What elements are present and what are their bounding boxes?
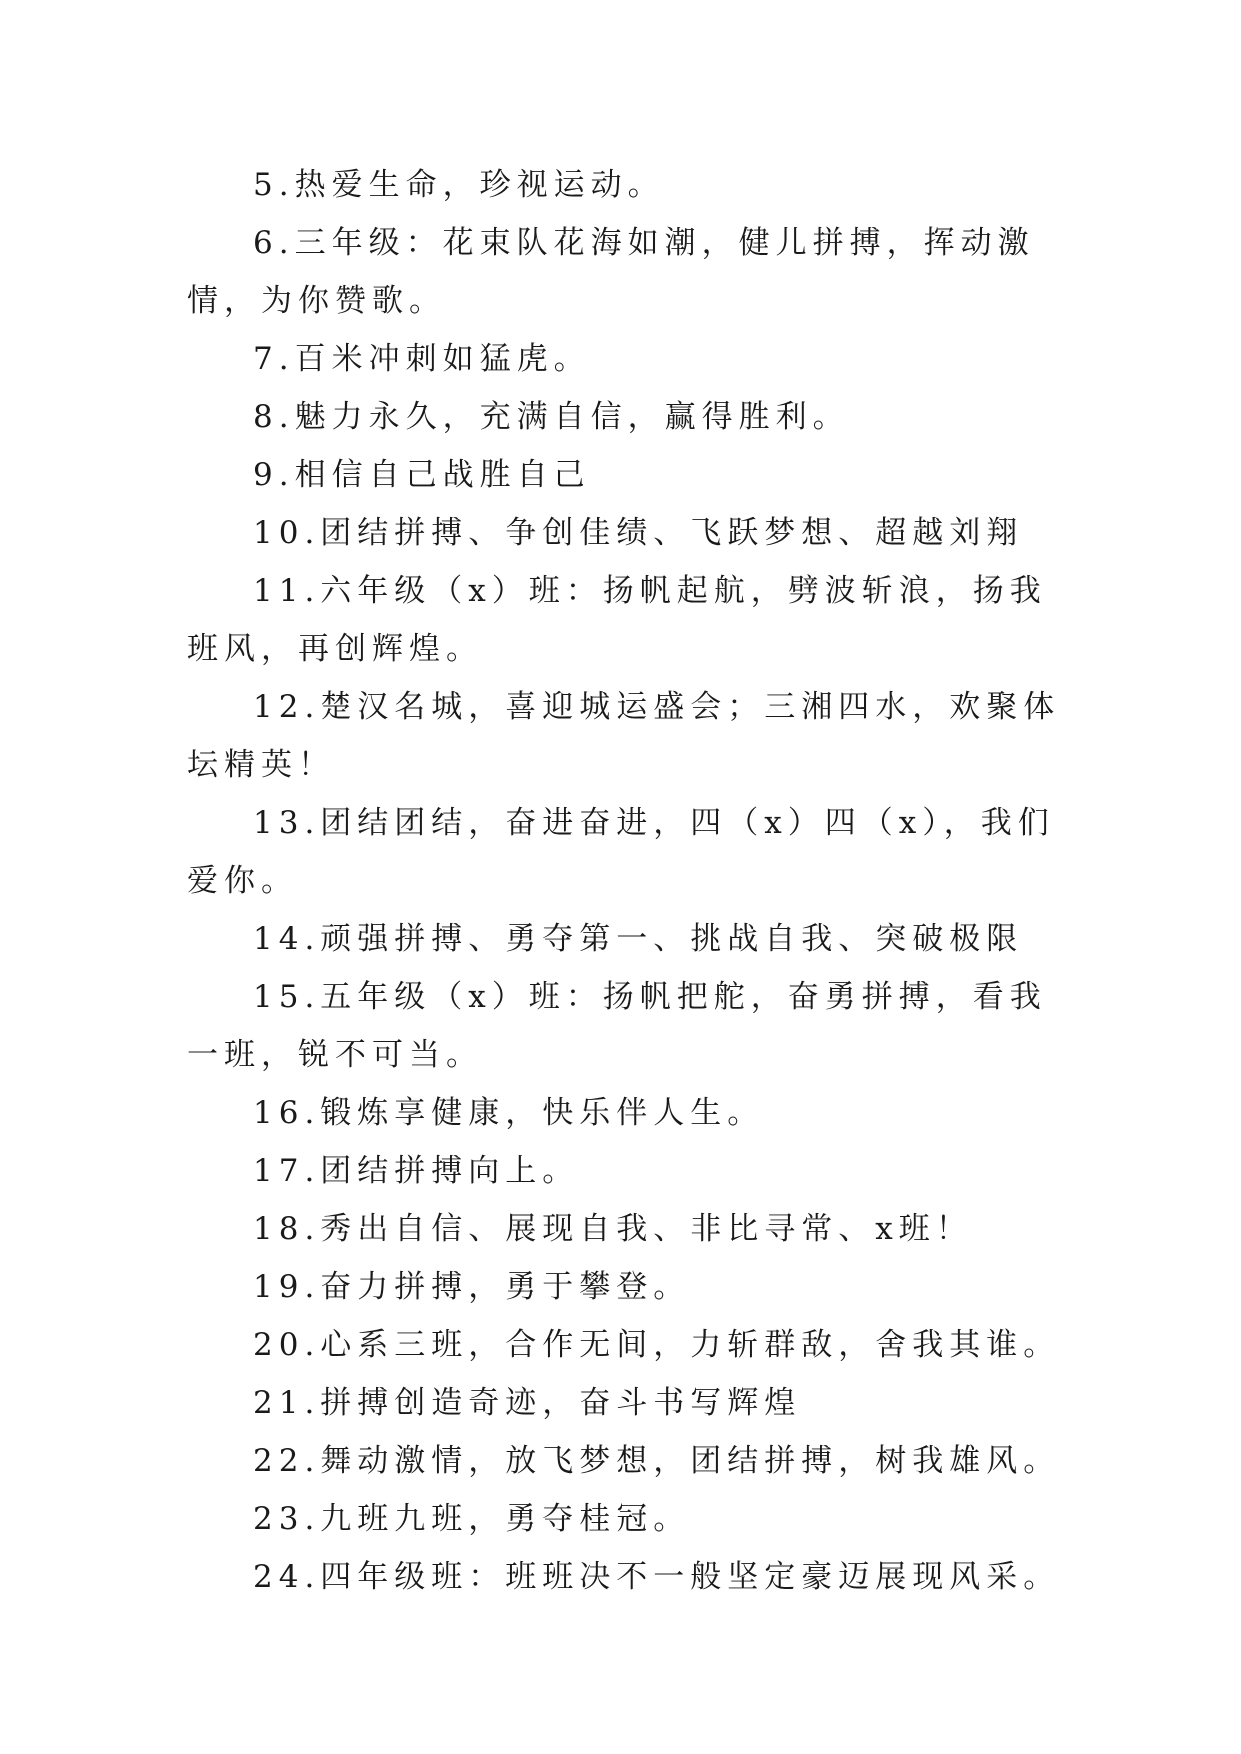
list-item: 11.六年级（x）班：扬帆起航，劈波斩浪，扬我班风，再创辉煌。 <box>187 573 1047 667</box>
list-item: 13.团结团结，奋进奋进，四（x）四（x），我们爱你。 <box>187 805 1055 899</box>
list-item: 8.魅力永久，充满自信，赢得胜利。 <box>253 399 850 435</box>
list-item: 5.热爱生命，珍视运动。 <box>253 167 665 203</box>
list-item: 23.九班九班，勇夺桂冠。 <box>253 1501 691 1537</box>
list-item: 14.顽强拼搏、勇夺第一、挑战自我、突破极限 <box>253 921 1024 957</box>
list-item: 18.秀出自信、展现自我、非比寻常、x班！ <box>253 1211 973 1247</box>
list-item: 10.团结拼搏、争创佳绩、飞跃梦想、超越刘翔 <box>253 515 1024 551</box>
list-item: 16.锻炼享健康，快乐伴人生。 <box>253 1095 765 1131</box>
list-item: 22.舞动激情，放飞梦想，团结拼搏，树我雄风。 <box>253 1443 1061 1479</box>
list-item: 21.拼搏创造奇迹，奋斗书写辉煌 <box>253 1385 802 1421</box>
list-item: 7.百米冲刺如猛虎。 <box>253 341 591 377</box>
list-item: 19.奋力拼搏，勇于攀登。 <box>253 1269 691 1305</box>
list-item: 20.心系三班，合作无间，力斩群敌，舍我其谁。 <box>253 1327 1061 1363</box>
list-item: 6.三年级：花束队花海如潮，健儿拼搏，挥动激情，为你赞歌。 <box>187 225 1035 319</box>
slogan-list <box>187 156 1067 1606</box>
list-item: 17.团结拼搏向上。 <box>253 1153 580 1189</box>
list-item: 9.相信自己战胜自己 <box>253 457 591 493</box>
list-item: 12.楚汉名城，喜迎城运盛会；三湘四水，欢聚体坛精英！ <box>187 689 1061 783</box>
list-item: 24.四年级班：班班决不一般坚定豪迈展现风采。 <box>253 1559 1061 1595</box>
list-item: 15.五年级（x）班：扬帆把舵，奋勇拼搏，看我一班，锐不可当。 <box>187 979 1047 1073</box>
